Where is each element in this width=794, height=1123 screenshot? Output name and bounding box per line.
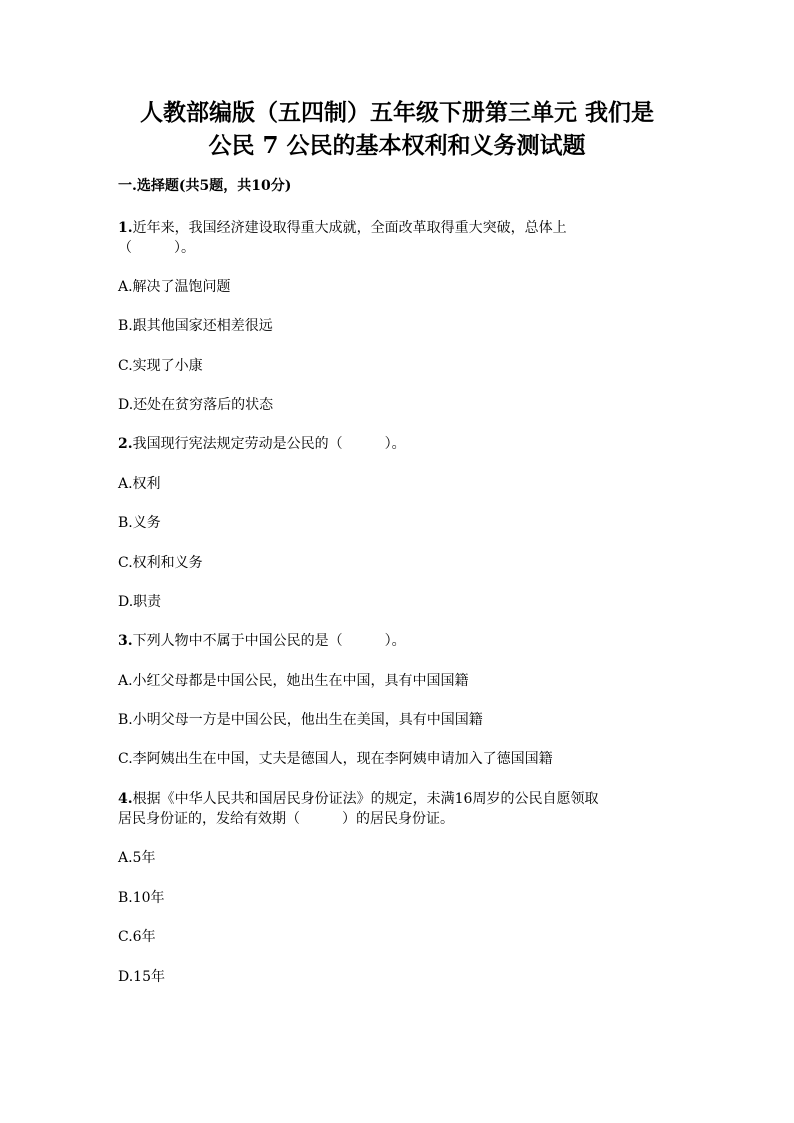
question-text: 我国现行宪法规定劳动是公民的（ ）。 — [132, 436, 406, 452]
question-text: 下列人物中不属于中国公民的是（ ）。 — [132, 633, 406, 649]
question-text: 近年来，我国经济建设取得重大成就，全面改革取得重大突破，总体上 — [132, 220, 567, 236]
question-4-option-b: B.10年 — [118, 890, 165, 906]
question-4-option-a: A.5年 — [118, 850, 156, 866]
question-1-option-b: B.跟其他国家还相差很远 — [118, 318, 273, 334]
question-text: 根据《中华人民共和国居民身份证法》的规定，未满16周岁的公民自愿领取 — [132, 791, 599, 807]
question-1-stem — [118, 218, 567, 238]
question-2-option-a: A.权利 — [118, 476, 161, 492]
question-number: 3. — [118, 633, 133, 649]
question-number: 4. — [118, 791, 133, 807]
question-2-stem — [118, 434, 406, 454]
question-1-stem-cont: （ ）。 — [118, 240, 195, 256]
question-4-option-c: C.6年 — [118, 929, 156, 945]
question-1-option-c: C.实现了小康 — [118, 358, 203, 374]
title-line-2: 公民 7 公民的基本权利和义务测试题 — [208, 132, 586, 159]
question-1-option-a: A.解决了温饱问题 — [118, 279, 231, 295]
question-2-option-d: D.职责 — [118, 594, 162, 610]
question-2-option-c: C.权利和义务 — [118, 555, 203, 571]
question-3-option-a: A.小红父母都是中国公民，她出生在中国，具有中国国籍 — [118, 673, 469, 689]
question-1-option-d: D.还处在贫穷落后的状态 — [118, 397, 274, 413]
question-2-option-b: B.义务 — [118, 515, 161, 531]
question-3-stem — [118, 631, 406, 651]
question-3-option-b: B.小明父母一方是中国公民，他出生在美国，具有中国国籍 — [118, 712, 483, 728]
question-number: 1. — [118, 220, 133, 236]
question-4-option-d: D.15年 — [118, 969, 165, 985]
question-4-stem-cont: 居民身份证的，发给有效期（ ）的居民身份证。 — [118, 811, 454, 827]
question-number: 2. — [118, 436, 133, 452]
page-title — [100, 96, 694, 162]
section-heading: 一.选择题(共5题，共10分) — [118, 178, 292, 194]
question-4-stem — [118, 789, 598, 809]
question-3-option-c: C.李阿姨出生在中国，丈夫是德国人，现在李阿姨申请加入了德国国籍 — [118, 751, 553, 767]
title-line-1: 人教部编版（五四制）五年级下册第三单元 我们是 — [139, 99, 654, 126]
